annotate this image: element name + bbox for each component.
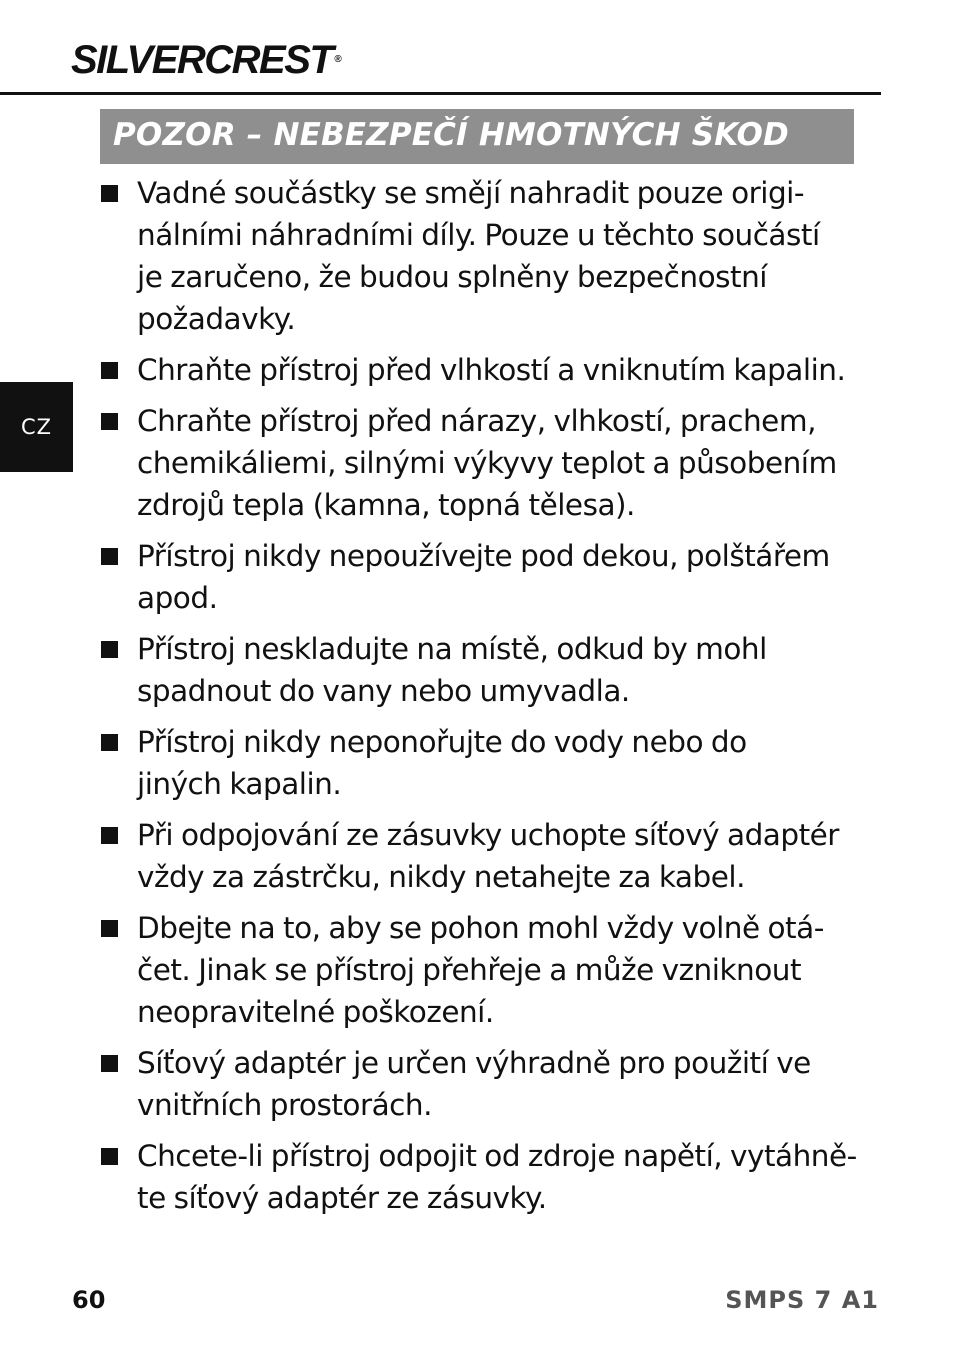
square-bullet-icon (101, 641, 118, 658)
item-line: Přístroj nikdy neponořujte do vody nebo do (137, 725, 747, 759)
list-item (100, 172, 870, 340)
item-line: spadnout do vany nebo umyvadla. (137, 674, 630, 708)
item-line: Vadné součástky se smějí nahradit pouze origi- (137, 176, 805, 210)
item-line: Chraňte přístroj před nárazy, vlhkostí, prachem, (137, 404, 816, 438)
square-bullet-icon (101, 362, 118, 379)
item-line: Přístroj nikdy nepoužívejte pod dekou, polštářem (137, 539, 830, 573)
list-item (100, 628, 870, 712)
item-line: neopravitelné poškození. (137, 995, 494, 1029)
square-bullet-icon (101, 1055, 118, 1072)
safety-list (100, 172, 870, 1228)
model-number: SMPS 7 A1 (725, 1286, 879, 1314)
item-line: Přístroj neskladujte na místě, odkud by mohl (137, 632, 767, 666)
square-bullet-icon (101, 1148, 118, 1165)
list-item (100, 814, 870, 898)
list-item (100, 721, 870, 805)
square-bullet-icon (101, 548, 118, 565)
item-line: zdrojů tepla (kamna, topná tělesa). (137, 488, 635, 522)
item-line: Chcete-li přístroj odpojit od zdroje napětí, vytáhně- (137, 1139, 857, 1173)
item-line: čet. Jinak se přístroj přehřeje a může vzniknout (137, 953, 802, 987)
silvercrest-logo (71, 38, 342, 82)
square-bullet-icon (101, 734, 118, 751)
item-line: Dbejte na to, aby se pohon mohl vždy volně otá- (137, 911, 824, 945)
item-line: Při odpojování ze zásuvky uchopte síťový adaptér (137, 818, 839, 852)
item-line: požadavky. (137, 302, 296, 336)
square-bullet-icon (101, 920, 118, 937)
item-line: je zaručeno, že budou splněny bezpečnostní (137, 260, 767, 294)
registered-mark: ® (334, 54, 342, 65)
item-line: chemikáliemi, silnými výkyvy teplot a působením (137, 446, 837, 480)
item-line: Síťový adaptér je určen výhradně pro použití ve (137, 1046, 811, 1080)
logo-text: SILVERCREST (71, 38, 333, 82)
square-bullet-icon (101, 413, 118, 430)
square-bullet-icon (101, 185, 118, 202)
list-item (100, 400, 870, 526)
list-item (100, 1135, 870, 1219)
item-line: vnitřních prostorách. (137, 1088, 432, 1122)
item-line: Chraňte přístroj před vlhkostí a vniknutím kapalin. (137, 353, 846, 387)
item-line: vždy za zástrčku, nikdy netahejte za kabel. (137, 860, 745, 894)
language-tab-label: CZ (20, 415, 53, 439)
item-line: apod. (137, 581, 218, 615)
list-item (100, 349, 870, 391)
page-number: 60 (72, 1286, 106, 1314)
item-line: nálními náhradními díly. Pouze u těchto součástí (137, 218, 820, 252)
section-heading-bar (100, 109, 854, 164)
header-divider (0, 92, 881, 95)
item-line: jiných kapalin. (137, 767, 342, 801)
list-item (100, 535, 870, 619)
section-heading: POZOR – NEBEZPEČÍ HMOTNÝCH ŠKOD (113, 117, 789, 153)
item-line: te síťový adaptér ze zásuvky. (137, 1181, 547, 1215)
square-bullet-icon (101, 827, 118, 844)
list-item (100, 907, 870, 1033)
language-tab (0, 382, 73, 472)
list-item (100, 1042, 870, 1126)
